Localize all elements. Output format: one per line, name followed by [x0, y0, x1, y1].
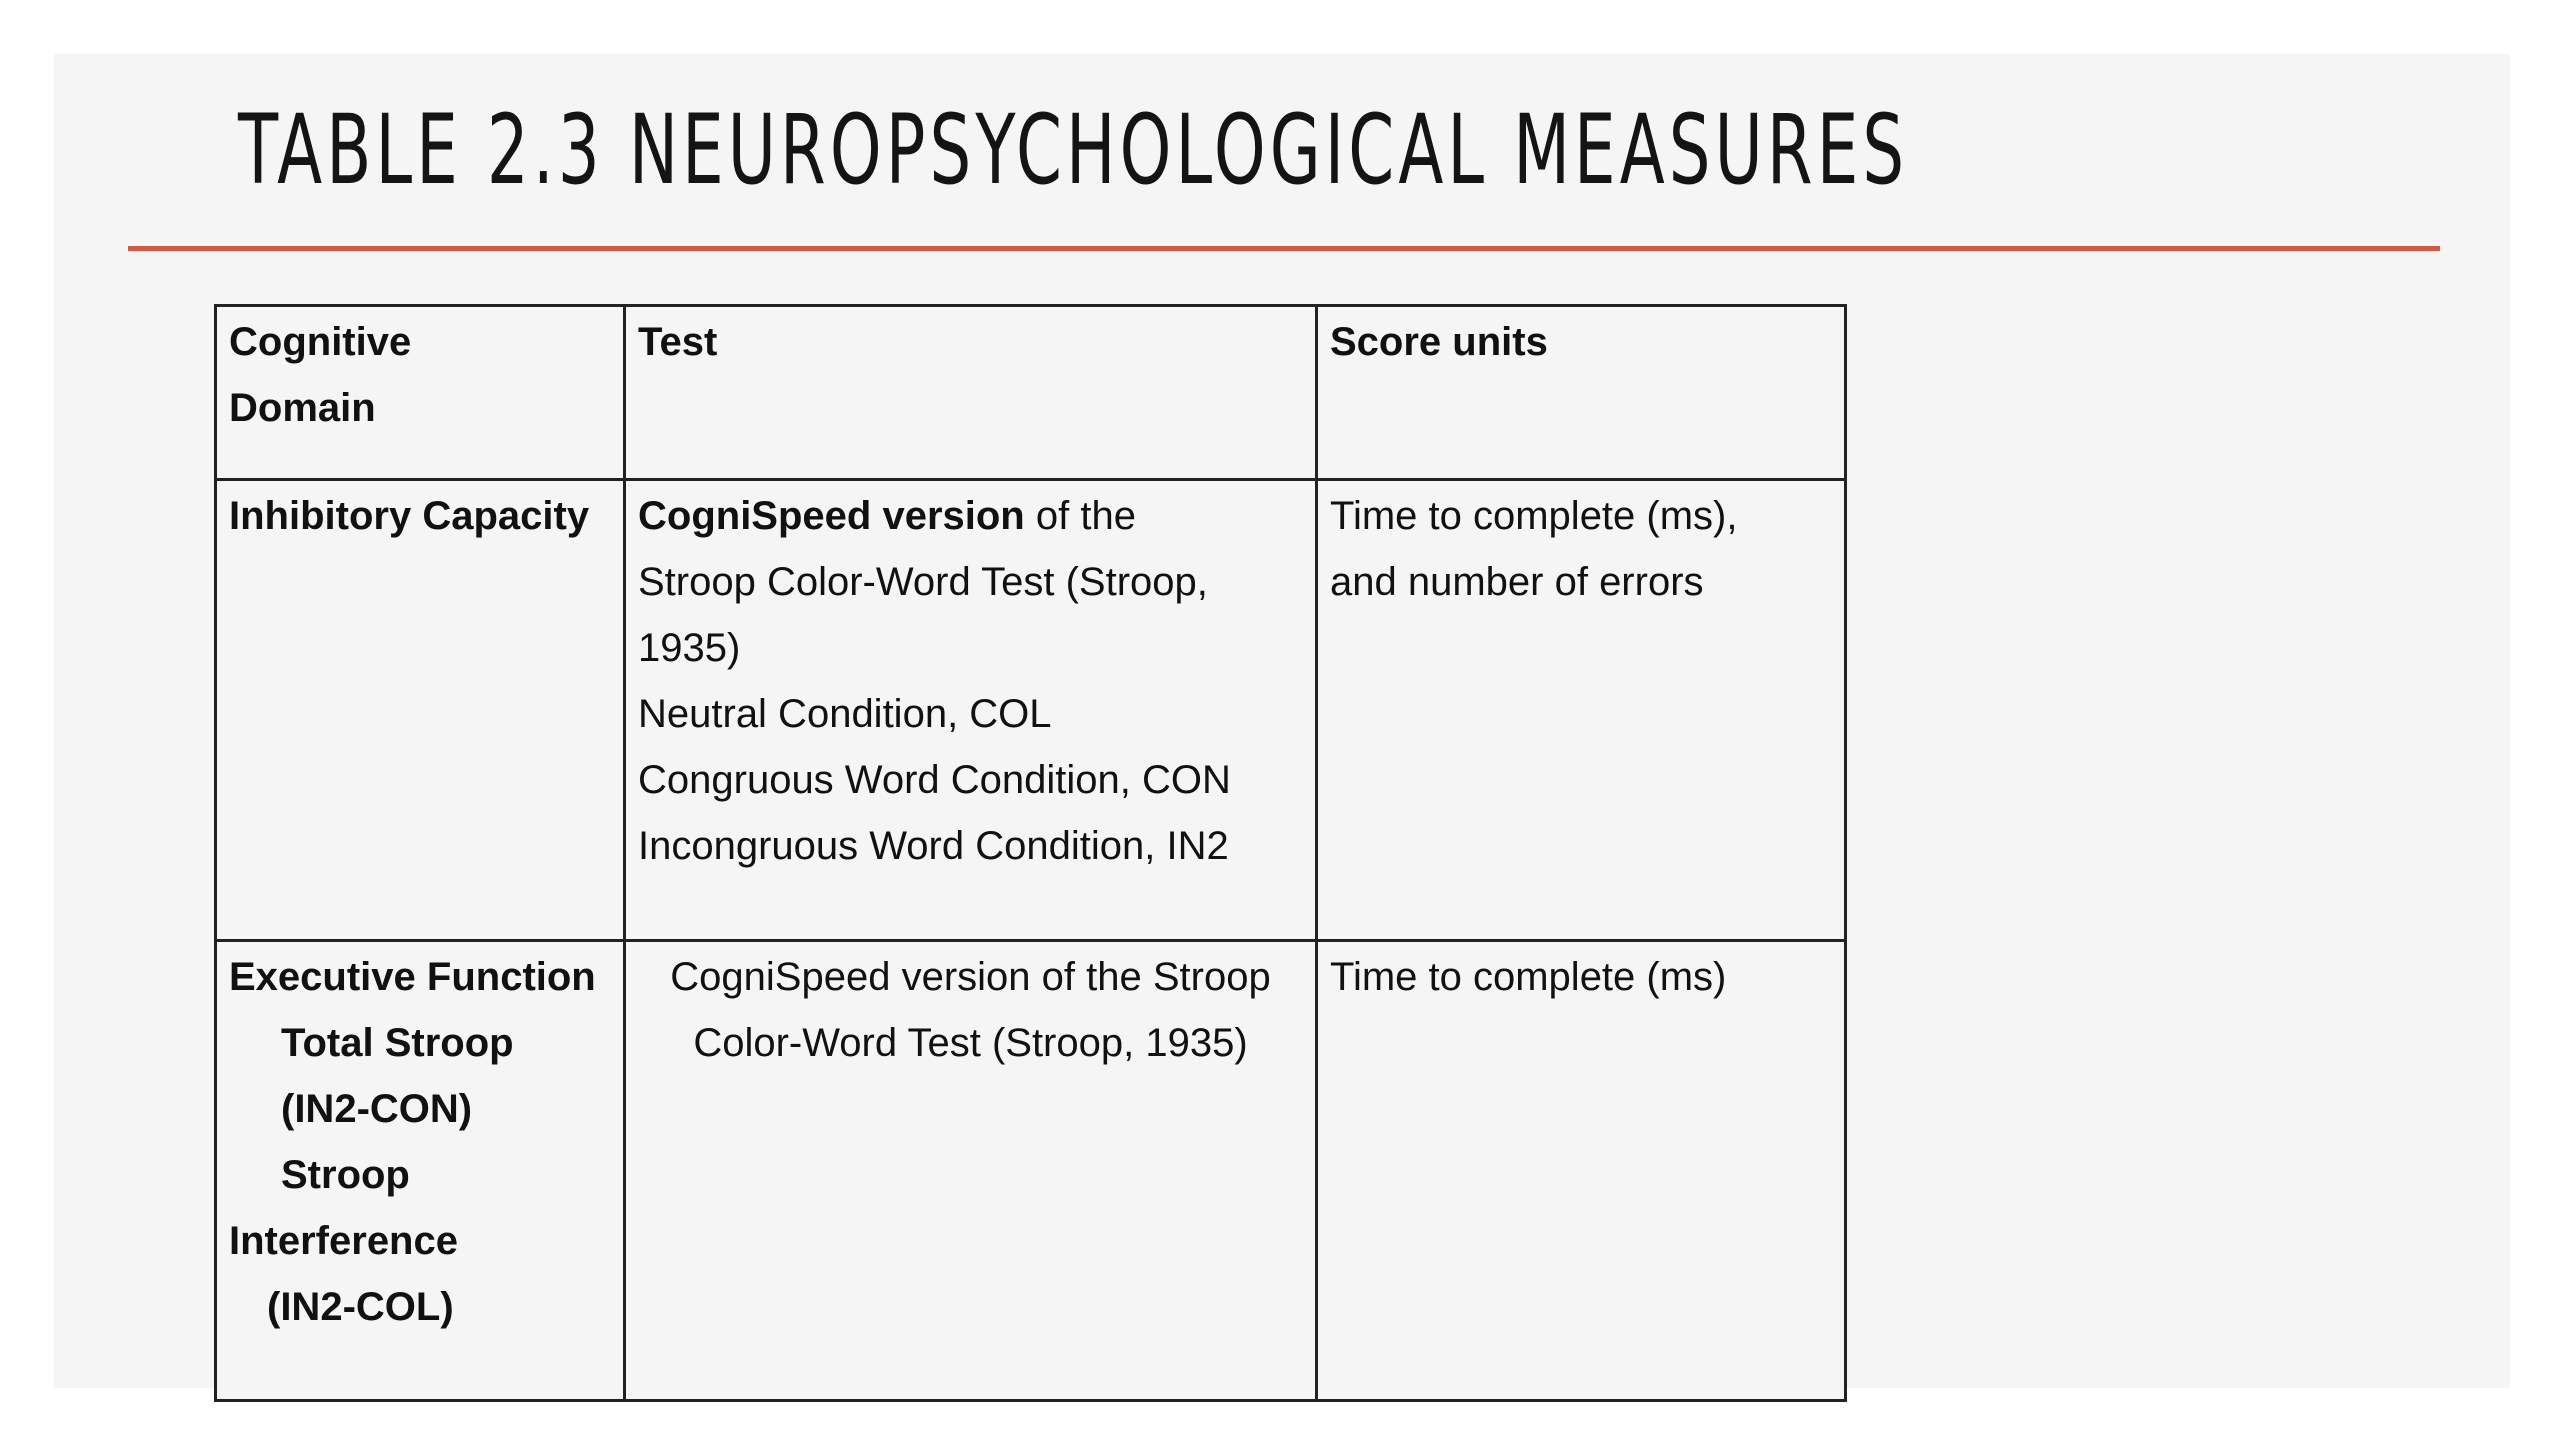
cell-test	[625, 940, 1317, 1400]
table-header-row	[216, 306, 1846, 480]
domain-sublabel: (IN2-COL)	[267, 1284, 454, 1329]
header-cognitive-domain	[216, 306, 625, 480]
score-line: Time to complete (ms),	[1330, 494, 1738, 539]
measures-table	[214, 304, 1847, 1402]
test-line: Neutral Condition, COL	[638, 692, 1052, 737]
header-score-label: Score units	[1330, 320, 1548, 364]
header-test-label: Test	[638, 320, 718, 364]
domain-sublabel: (IN2-CON)	[281, 1086, 473, 1131]
test-bold-text: CogniSpeed version	[638, 494, 1025, 539]
domain-label: Inhibitory Capacity	[229, 494, 590, 539]
test-line	[638, 483, 1303, 549]
test-line: CogniSpeed version of the Stroop	[670, 954, 1271, 999]
table-row	[216, 940, 1846, 1400]
test-line: Color-Word Test (Stroop, 1935)	[693, 1020, 1248, 1065]
header-test	[625, 306, 1317, 480]
domain-sublabel: Total Stroop	[281, 1020, 514, 1065]
score-line: and number of errors	[1330, 560, 1704, 605]
test-text: of the	[1024, 494, 1136, 539]
header-domain-line: Domain	[229, 386, 376, 430]
domain-sublabel: Stroop	[281, 1152, 410, 1197]
title-divider	[128, 246, 2440, 251]
slide-title: TABLE 2.3 NEUROPSYCHOLOGICAL MEASURES	[238, 94, 1909, 206]
test-line: 1935)	[638, 626, 741, 671]
cell-domain	[216, 940, 625, 1400]
cell-score	[1317, 940, 1846, 1400]
test-line: Incongruous Word Condition, IN2	[638, 824, 1229, 869]
header-domain-line: Cognitive	[229, 320, 412, 364]
score-line: Time to complete (ms)	[1330, 954, 1727, 999]
header-score-units	[1317, 306, 1846, 480]
domain-sublabel: Interference	[229, 1218, 458, 1263]
domain-label: Executive Function	[229, 954, 596, 999]
cell-score	[1317, 480, 1846, 940]
test-line: Stroop Color-Word Test (Stroop,	[638, 560, 1208, 605]
test-line: Congruous Word Condition, CON	[638, 758, 1231, 803]
cell-domain	[216, 480, 625, 940]
table-row	[216, 480, 1846, 940]
cell-test	[625, 480, 1317, 940]
